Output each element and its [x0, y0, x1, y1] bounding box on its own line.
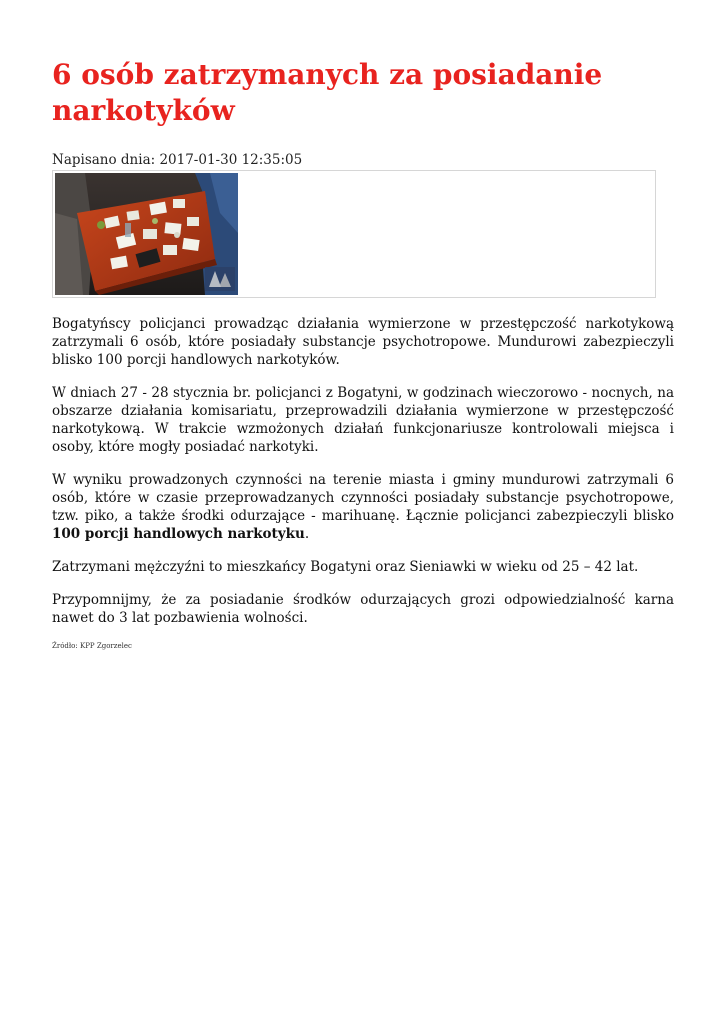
paragraph: W dniach 27 - 28 stycznia br. policjanci z Bogatyni, w godzinach wieczorowo - nocnych, na obszarze działania komisariatu, przeprowadzili działania wymierzone w przestępczość narkotykową. W trakcie wzmożonych działań funkcjonariusze kontrolowali miejsca i osoby, które mogły posiadać narkotyki. [52, 385, 674, 455]
article-photo[interactable] [55, 173, 238, 295]
article [52, 0, 674, 651]
paragraph-text: W wyniku prowadzonych czynności na terenie miasta i gminy mundurowi zatrzymali 6 osób, które w czasie przeprowadzanych czynności posiadały substancje psychotropowe, tzw. piko, a także środki odurzające - marihuanę. Łącznie policjanci zabezpieczyli blisko [52, 472, 674, 524]
paragraph: Bogatyńscy policjanci prowadząc działania wymierzone w przestępczość narkotykową zatrzymali 6 osób, które posiadały substancje psychotropowe. Mundurowi zabezpieczyli blisko 100 porcji handlowych narkotyków. [52, 316, 674, 368]
paragraph [52, 471, 674, 543]
paragraph: Zatrzymani mężczyźni to mieszkańcy Bogatyni oraz Sieniawki w wieku od 25 – 42 lat. [52, 559, 639, 575]
paragraph-text: . [304, 526, 310, 542]
source-note: Źródło: KPP Zgorzelec [52, 642, 132, 650]
publish-date: Napisano dnia: 2017-01-30 12:35:05 [52, 152, 303, 168]
image-frame [52, 170, 656, 298]
paragraph: Przypomnijmy, że za posiadanie środków odurzających grozi odpowiedzialność karna nawet do 3 lat pozbawienia wolności. [52, 592, 674, 626]
article-body [52, 315, 674, 627]
bold-highlight: 100 porcji handlowych narkotyku [52, 526, 305, 542]
watermark-logo [205, 267, 235, 291]
article-title: 6 osób zatrzymanych za posiadanie narkotyków [52, 58, 603, 127]
